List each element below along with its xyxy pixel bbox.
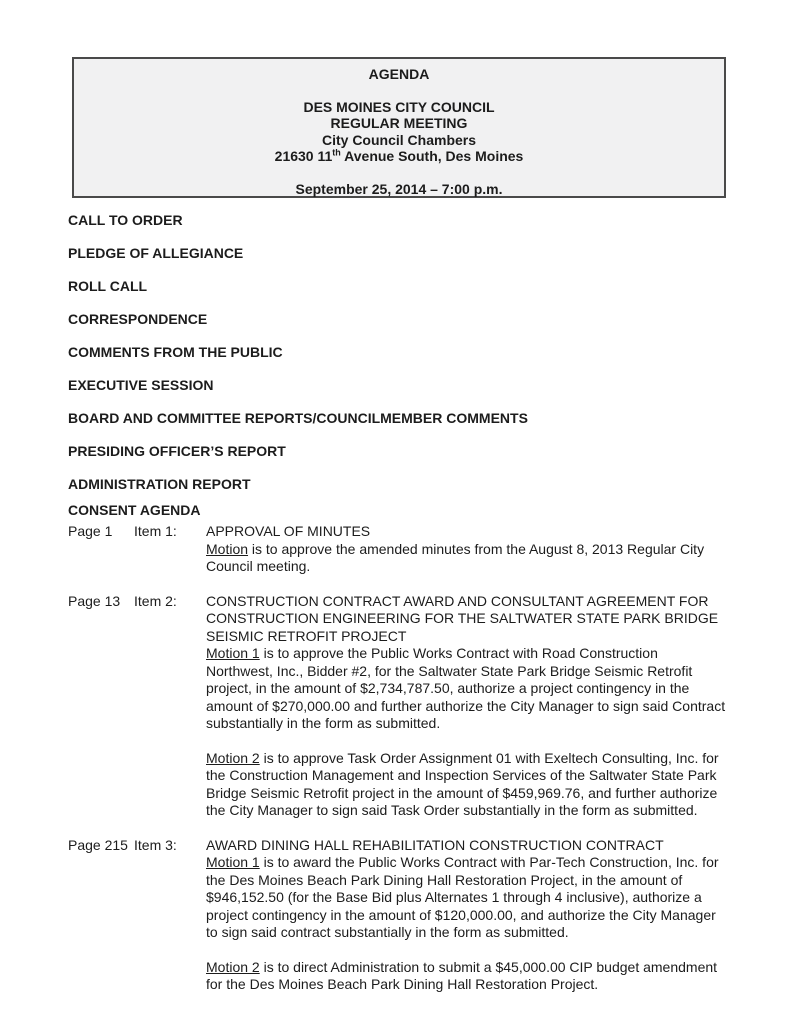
- motion-paragraph: [206, 541, 726, 576]
- consent-item-3: [68, 837, 726, 994]
- item-number: Item 3:: [134, 836, 177, 853]
- motion-label: Motion 1: [206, 854, 260, 870]
- meeting-address: [84, 148, 714, 165]
- council-name: DES MOINES CITY COUNCIL: [303, 98, 495, 115]
- agenda-title: AGENDA: [368, 66, 430, 82]
- motion-paragraph: [206, 750, 726, 820]
- meeting-datetime: September 25, 2014 – 7:00 p.m.: [295, 180, 503, 197]
- motion-text: is to approve the Public Works Contract with Road Construction Northwest, Inc., Bidder #2, for the Saltwater State Park Bridge Seismic Retrofit project, in the amount of $2,734,787.50, authorize a project contingency in the amount of $270,000.00 and further authorize the City Manager to sign said Contract substantially in the form as submitted.: [206, 645, 726, 731]
- motion-paragraph: [206, 854, 726, 942]
- item-title: AWARD DINING HALL REHABILITATION CONSTRUCTION CONTRACT: [206, 836, 664, 853]
- item-title: CONSTRUCTION CONTRACT AWARD AND CONSULTANT AGREEMENT FOR CONSTRUCTION ENGINEERING FOR THE SALTWATER STATE PARK BRIDGE SEISMIC RETROFIT PROJECT: [206, 592, 719, 644]
- section-presiding-officers-report: PRESIDING OFFICER’S REPORT: [68, 443, 286, 459]
- address-ordinal-suffix: th: [332, 147, 341, 158]
- consent-item-2: [68, 593, 726, 820]
- section-correspondence: CORRESPONDENCE: [68, 311, 208, 327]
- motion-text: is to award the Public Works Contract with Par-Tech Construction, Inc. for the Des Moines Beach Park Dining Hall Restoration Project, in the amount of $946,152.50 (for the Base Bid plus Alternates 1 through 4 inclusive), authorize a project contingency in the amount of $120,000.00, and authorize the City Manager to sign said contract substantially in the form as submitted.: [206, 854, 719, 940]
- item-body: [206, 523, 726, 576]
- section-administration-report: ADMINISTRATION REPORT: [68, 476, 251, 492]
- motion-label: Motion: [206, 540, 249, 557]
- section-call-to-order: CALL TO ORDER: [68, 212, 183, 228]
- meeting-location: City Council Chambers: [321, 131, 477, 148]
- consent-item-1: [68, 523, 726, 576]
- section-headings: [68, 211, 726, 493]
- item-title: APPROVAL OF MINUTES: [206, 523, 371, 539]
- item-page-ref: Page 13: [68, 592, 121, 609]
- section-roll-call: ROLL CALL: [68, 278, 148, 294]
- meeting-type: REGULAR MEETING: [330, 115, 468, 131]
- agenda-header-box: [72, 57, 726, 198]
- address-number: 21630 11: [274, 148, 333, 164]
- item-body: [206, 593, 726, 820]
- section-executive-session: EXECUTIVE SESSION: [68, 377, 214, 393]
- consent-agenda: [68, 501, 726, 994]
- item-number: Item 1:: [134, 523, 177, 539]
- item-page-ref: Page 1: [68, 523, 113, 539]
- motion-paragraph: [206, 959, 726, 994]
- section-board-committee-reports: BOARD AND COMMITTEE REPORTS/COUNCILMEMBER COMMENTS: [68, 410, 528, 426]
- meeting-org-block: [84, 99, 714, 165]
- motion-text: is to approve the amended minutes from the August 8, 2013 Regular City Council meeting.: [206, 540, 705, 574]
- motion-label: Motion 2: [206, 749, 260, 766]
- item-page-ref: Page 215: [68, 836, 128, 853]
- item-body: [206, 837, 726, 994]
- item-number: Item 2:: [134, 592, 177, 609]
- motion-label: Motion 2: [206, 958, 260, 975]
- section-comments-from-public: COMMENTS FROM THE PUBLIC: [68, 344, 283, 360]
- motion-text: is to direct Administration to submit a $45,000.00 CIP budget amendment for the Des Moines Beach Park Dining Hall Restoration Project.: [206, 958, 718, 992]
- motion-paragraph: [206, 645, 726, 733]
- address-street: Avenue South, Des Moines: [340, 148, 524, 164]
- motion-label: Motion 1: [206, 645, 260, 661]
- motion-text: is to approve Task Order Assignment 01 with Exeltech Consulting, Inc. for the Construction Management and Inspection Services of the Saltwater State Park Bridge Seismic Retrofit project in the amount of $459,969.76, and further authorize the City Manager to sign said Task Order substantially in the form as submitted.: [206, 749, 719, 818]
- consent-agenda-heading: CONSENT AGENDA: [68, 502, 201, 518]
- section-pledge-of-allegiance: PLEDGE OF ALLEGIANCE: [68, 245, 244, 261]
